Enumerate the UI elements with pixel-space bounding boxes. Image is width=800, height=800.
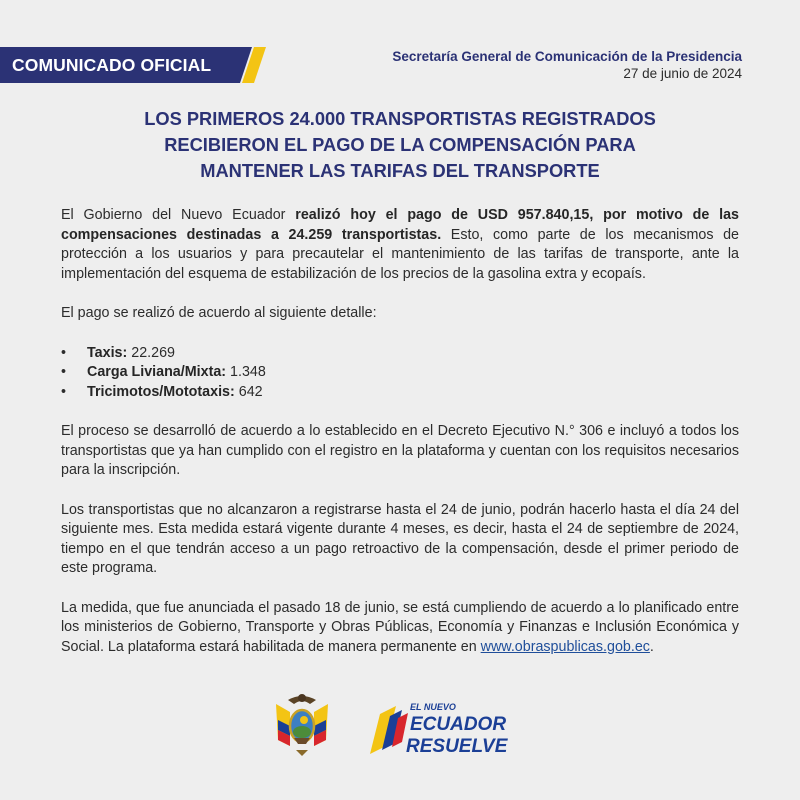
logo-line-3: RESUELVE [406, 736, 508, 757]
list-item-value: 1.348 [226, 364, 266, 380]
comunicado-badge [0, 47, 266, 83]
organization-name: Secretaría General de Comunicación de la Presidencia [392, 49, 742, 64]
paragraph-2: El pago se realizó de acuerdo al siguiente detalle: [61, 305, 377, 321]
list-item-label: Carga Liviana/Mixta: [87, 364, 227, 380]
badge-label: COMUNICADO OFICIAL [12, 55, 212, 75]
ecuador-resuelve-logo [366, 696, 516, 762]
paragraph-4: Los transportistas que no alcanzaron a registrarse hasta el 24 de junio, podrán hacerlo hasta el día 24 del siguiente mes. Esta medida estará vigente durante 4 meses, es decir, hasta el 24 de septiembre de 2024, tiempo en el que tendrán acceso a un pago retroactivo de la compensación, desde el primer periodo de este programa. [61, 501, 739, 576]
paragraph-3: El proceso se desarrolló de acuerdo a lo establecido en el Decreto Ejecutivo N.° 306 e incluyó a todos los transportistas que ya han cumplido con el registro en la plataforma y cuentan con los requisitos necesarios para la inscripción. [61, 423, 739, 478]
paragraph-1 [61, 206, 739, 284]
list-item [61, 344, 739, 364]
headline-line-2: RECIBIERON EL PAGO DE LA COMPENSACIÓN PARA [164, 134, 636, 155]
list-item-label: Taxis: [87, 344, 128, 361]
payment-list [61, 344, 739, 403]
logo-line-1: EL NUEVO [410, 702, 456, 712]
logo-line-2: ECUADOR [410, 714, 507, 735]
p1-bold: realizó hoy el pago de USD 957.840,15, por motivo de las compensaciones destinadas a 24.259 transportistas. [61, 207, 739, 243]
coat-of-arms-icon [270, 690, 334, 756]
list-item-value: 22.269 [127, 344, 175, 361]
p5-end: . [649, 638, 654, 655]
headline [60, 106, 740, 184]
p1-lead: El Gobierno del Nuevo Ecuador [61, 207, 296, 223]
p1-rest: Esto, como parte de los mecanismos de protección a los usuarios y para precautelar el mantenimiento de las tarifas de transporte, ante la implementación del esquema de estabilización de los precios de la gasolina extra y ecopaís. [61, 226, 739, 282]
list-item-value: 642 [234, 383, 263, 400]
p5-text: La medida, que fue anunciada el pasado 18 de junio, se está cumpliendo de acuerdo a lo planificado entre los ministerios de Gobierno, Transporte y Obras Públicas, Economía y Finanzas e Inclusión Económica y Social. La plataforma estará habilitada de manera permanente en [61, 599, 739, 655]
headline-line-3: MANTENER LAS TARIFAS DEL TRANSPORTE [200, 160, 600, 181]
list-item [61, 383, 739, 403]
obras-publicas-link[interactable]: www.obraspublicas.gob.ec [480, 638, 650, 655]
list-item-label: Tricimotos/Mototaxis: [87, 383, 235, 400]
list-item [61, 363, 739, 383]
footer-logos [0, 690, 800, 770]
headline-line-1: LOS PRIMEROS 24.000 TRANSPORTISTAS REGISTRADOS [144, 108, 656, 129]
article-body [61, 206, 739, 657]
header-info [392, 49, 742, 81]
publication-date: 27 de junio de 2024 [623, 66, 742, 81]
paragraph-5 [61, 599, 739, 658]
